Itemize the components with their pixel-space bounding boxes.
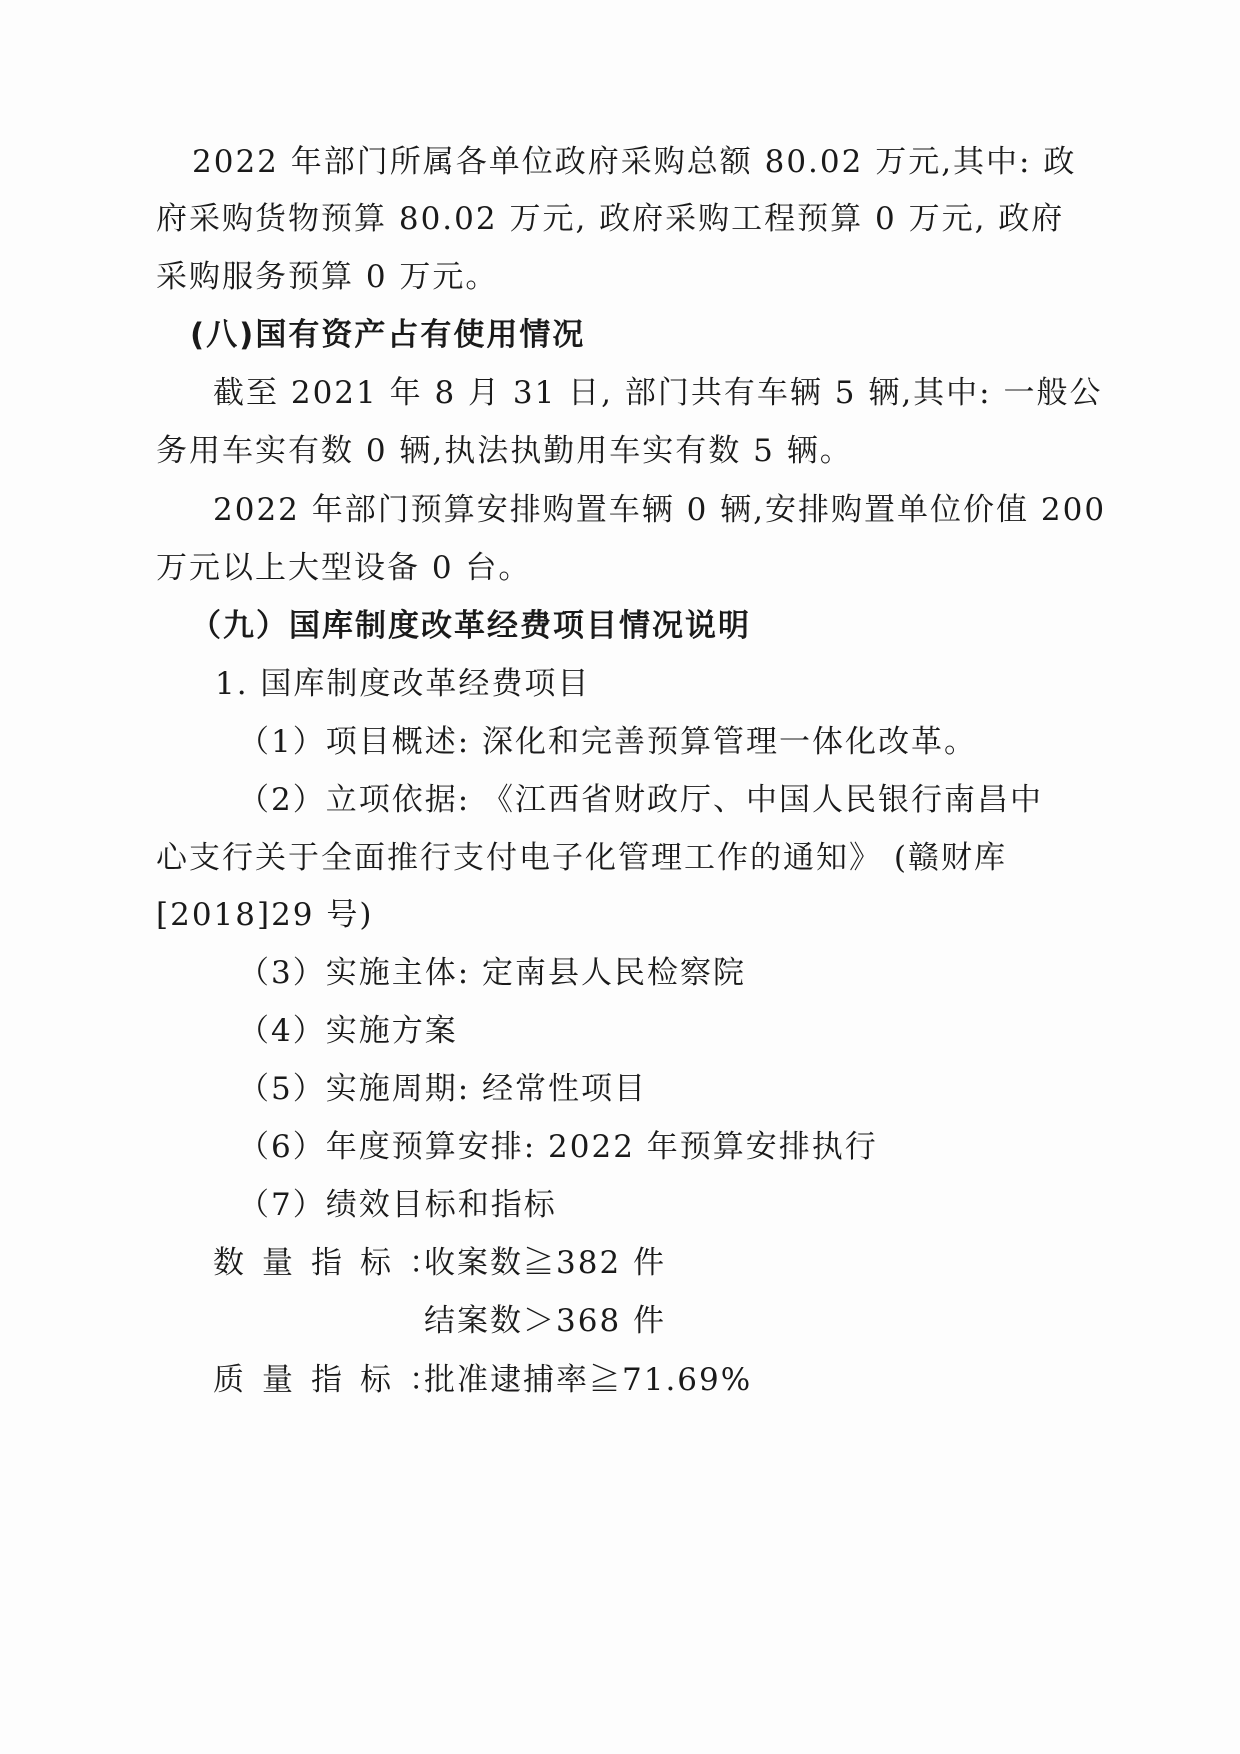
paragraph-purchase-line-1: 2022 年部门预算安排购置车辆 0 辆,安排购置单位价值 200: [213, 492, 1107, 528]
quantity-indicator-value-cases-received: 收案数≧382 件: [424, 1245, 667, 1281]
paragraph-procurement-line-2: 府采购货物预算 80.02 万元, 政府采购工程预算 0 万元, 政府: [156, 201, 1065, 237]
item-project-overview: （1）项目概述: 深化和完善预算管理一体化改革。: [238, 724, 978, 760]
quality-indicator-value-arrest-rate: 批准逮捕率≧71.69%: [424, 1362, 753, 1398]
subheading-treasury-project: 1. 国库制度改革经费项目: [215, 666, 591, 702]
item-project-basis-line-1: （2）立项依据: 《江西省财政厅、中国人民银行南昌中: [238, 782, 1044, 818]
paragraph-vehicles-line-2: 务用车实有数 0 辆,执法执勤用车实有数 5 辆。: [156, 433, 853, 469]
paragraph-purchase-line-2: 万元以上大型设备 0 台。: [156, 550, 532, 586]
quantity-indicator-label: 数量指标：: [213, 1245, 458, 1281]
item-implementation-plan: （4）实施方案: [238, 1013, 458, 1049]
item-implementation-period: （5）实施周期: 经常性项目: [238, 1071, 648, 1107]
paragraph-procurement-line-1: 2022 年部门所属各单位政府采购总额 80.02 万元,其中: 政: [192, 144, 1077, 180]
item-annual-budget: （6）年度预算安排: 2022 年预算安排执行: [238, 1129, 878, 1165]
paragraph-vehicles-line-1: 截至 2021 年 8 月 31 日, 部门共有车辆 5 辆,其中: 一般公: [213, 375, 1103, 411]
paragraph-procurement-line-3: 采购服务预算 0 万元。: [156, 259, 499, 295]
quality-indicator-label: 质量指标：: [213, 1362, 458, 1398]
item-project-basis-line-2: 心支行关于全面推行支付电子化管理工作的通知》 (赣财库: [156, 840, 1007, 876]
item-implementing-body: （3）实施主体: 定南县人民检察院: [238, 955, 747, 991]
section-heading-treasury-reform: （九）国库制度改革经费项目情况说明: [190, 608, 751, 644]
quantity-indicator-value-cases-closed: 结案数＞368 件: [424, 1303, 667, 1339]
item-project-basis-line-3: [2018]29 号): [156, 897, 374, 933]
item-performance-goals: （7）绩效目标和指标: [238, 1187, 557, 1223]
section-heading-state-assets: (八)国有资产占有使用情况: [190, 317, 586, 353]
